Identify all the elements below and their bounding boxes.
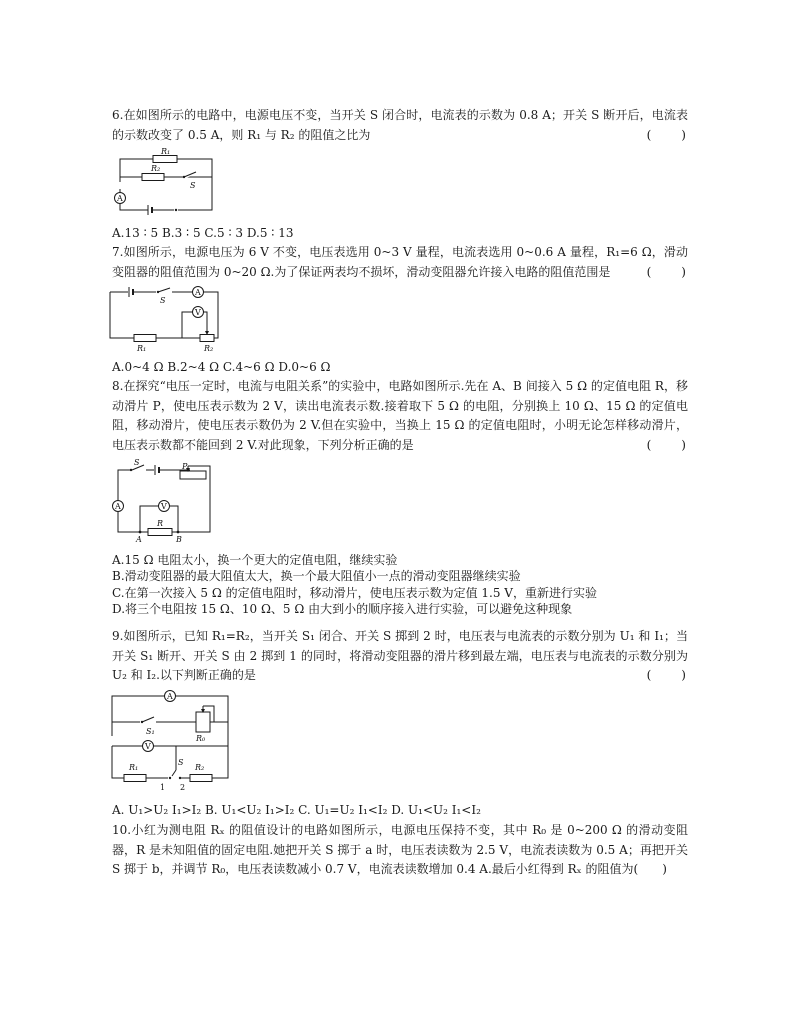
figure-8-ammeter-label: A [115,502,121,511]
figure-8-voltmeter-label: V [161,502,167,511]
figure-7-label-r1: R₁ [137,344,147,353]
question-8-option-a: A.15 Ω 电阻太小，换一个更大的定值电阻，继续实验 [112,553,398,567]
figure-6-circuit [108,148,218,220]
figure-9-label-r0: R₀ [196,734,206,743]
question-8-option-d: D.将三个电阻按 15 Ω、10 Ω、5 Ω 由大到小的顺序接入进行实验，可以避免这种现象 [112,602,573,617]
question-8-text: 8.在探究“电压一定时，电流与电阻关系”的实验中，电路如图所示.先在 A、B 间接入 5 Ω 的定值电阻 R，移动滑片 P，使电压表示数为 2 V，读出电流表示数.接着取下 5 Ω 的电阻，分别换上 10 Ω、15 Ω 的定值电阻，移动滑片，使电压表示数仍为 2 V.但在实验中，当换上 15 Ω 的定值电阻时，小明无论怎样移动滑片，电压表示数都不能回到 2 V.对此现象，下列分析正确的是 [112,379,688,452]
figure-9-label-s1: S₁ [146,727,155,736]
question-9-options: A. U₁>U₂ I₁>I₂ B. U₁<U₂ I₁>I₂ C. U₁=U₂ I₁<I₂ D. U₁<U₂ I₁<I₂ [112,803,481,817]
figure-6-label-r2: R₂ [151,164,161,173]
figure-9-terminal-2: 2 [180,783,186,792]
figure-8-circuit [110,460,220,544]
figure-6-ammeter-label: A [117,194,123,203]
figure-7-label-s: S [160,296,166,305]
figure-9-circuit [104,686,236,798]
figure-8-label-p: P [182,462,188,471]
figure-9-label-r1: R₁ [129,763,139,772]
figure-6-label-r1: R₁ [161,147,171,156]
figure-8-label-s: S [134,458,140,467]
figure-7-ammeter-label: A [195,288,201,297]
figure-7-voltmeter-label: V [195,308,201,317]
question-7-options: A.0~4 Ω B.2~4 Ω C.4~6 Ω D.0~6 Ω [112,360,331,374]
figure-6-label-s: S [190,181,196,190]
question-8 [112,377,688,455]
figure-7-circuit [108,282,228,356]
question-9-text: 9.如图所示，已知 R₁=R₂，当开关 S₁ 闭合、开关 S 掷到 2 时，电压表与电流表的示数分别为 U₁ 和 I₁；当开关 S₁ 断开、开关 S 由 2 掷到 1 的同时，将滑动变阻器的滑片移到最左端，电压表与电流表的示数分别为 U₂ 和 I₂.以下判断正确的是 [112,629,688,683]
figure-9-ammeter-label: A [167,692,173,701]
question-7-text: 7.如图所示，电源电压为 6 V 不变，电压表选用 0~3 V 量程，电流表选用 0~0.6 A 量程，R₁=6 Ω，滑动变阻器的阻值范围为 0~20 Ω.为了保证两表均不损坏，滑动变阻器允许接入电路的阻值范围是 [112,245,688,279]
figure-8-label-r: R [157,519,164,528]
figure-8-terminal-b: B [176,535,182,544]
figure-7-label-r2: R₂ [204,344,214,353]
question-8-option-b: B.滑动变阻器的最大阻值太大，换一个最大阻值小一点的滑动变阻器继续实验 [112,569,521,584]
question-7 [112,243,688,282]
question-9 [112,627,688,686]
question-7-answer-blank: ( ) [646,264,688,279]
question-8-options [112,552,597,618]
figure-9-label-s: S [178,758,184,767]
question-10-text: 10.小红为测电阻 Rₓ 的阻值设计的电路如图所示，电源电压保持不变，其中 R₀ 是 0~200 Ω 的滑动变阻器，R 是未知阻值的固定电阻.她把开关 S 掷于 a 时，电压表读数为 2.5 V，电流表读数为 0.5 A；再把开关 S 掷于 b，并调节 R₀，电压表读数减小 0.7 V，电流表读数增加 0.4 A.最后小红得到 Rₓ 的阻值为( ) [112,823,688,877]
question-8-answer-blank: ( ) [646,437,688,452]
question-10 [112,821,688,880]
question-6-answer-blank: ( ) [646,127,688,142]
question-6-text: 6.在如图所示的电路中，电源电压不变，当开关 S 闭合时，电流表的示数为 0.8 A；开关 S 断开后，电流表的示数改变了 0.5 A，则 R₁ 与 R₂ 的阻值之比为 [112,108,688,142]
figure-9-label-r2: R₂ [195,763,205,772]
question-6-options: A.13 ∶ 5 B.3 ∶ 5 C.5 ∶ 3 D.5 ∶ 13 [112,226,294,240]
question-6 [112,106,688,145]
figure-9-terminal-1: 1 [160,783,166,792]
figure-8-terminal-a: A [136,535,142,544]
figure-9-voltmeter-label: V [145,742,151,751]
question-9-answer-blank: ( ) [646,668,688,683]
question-8-option-c: C.在第一次接入 5 Ω 的定值电阻时，移动滑片，使电压表示数为定值 1.5 V，重新进行实验 [112,585,597,600]
